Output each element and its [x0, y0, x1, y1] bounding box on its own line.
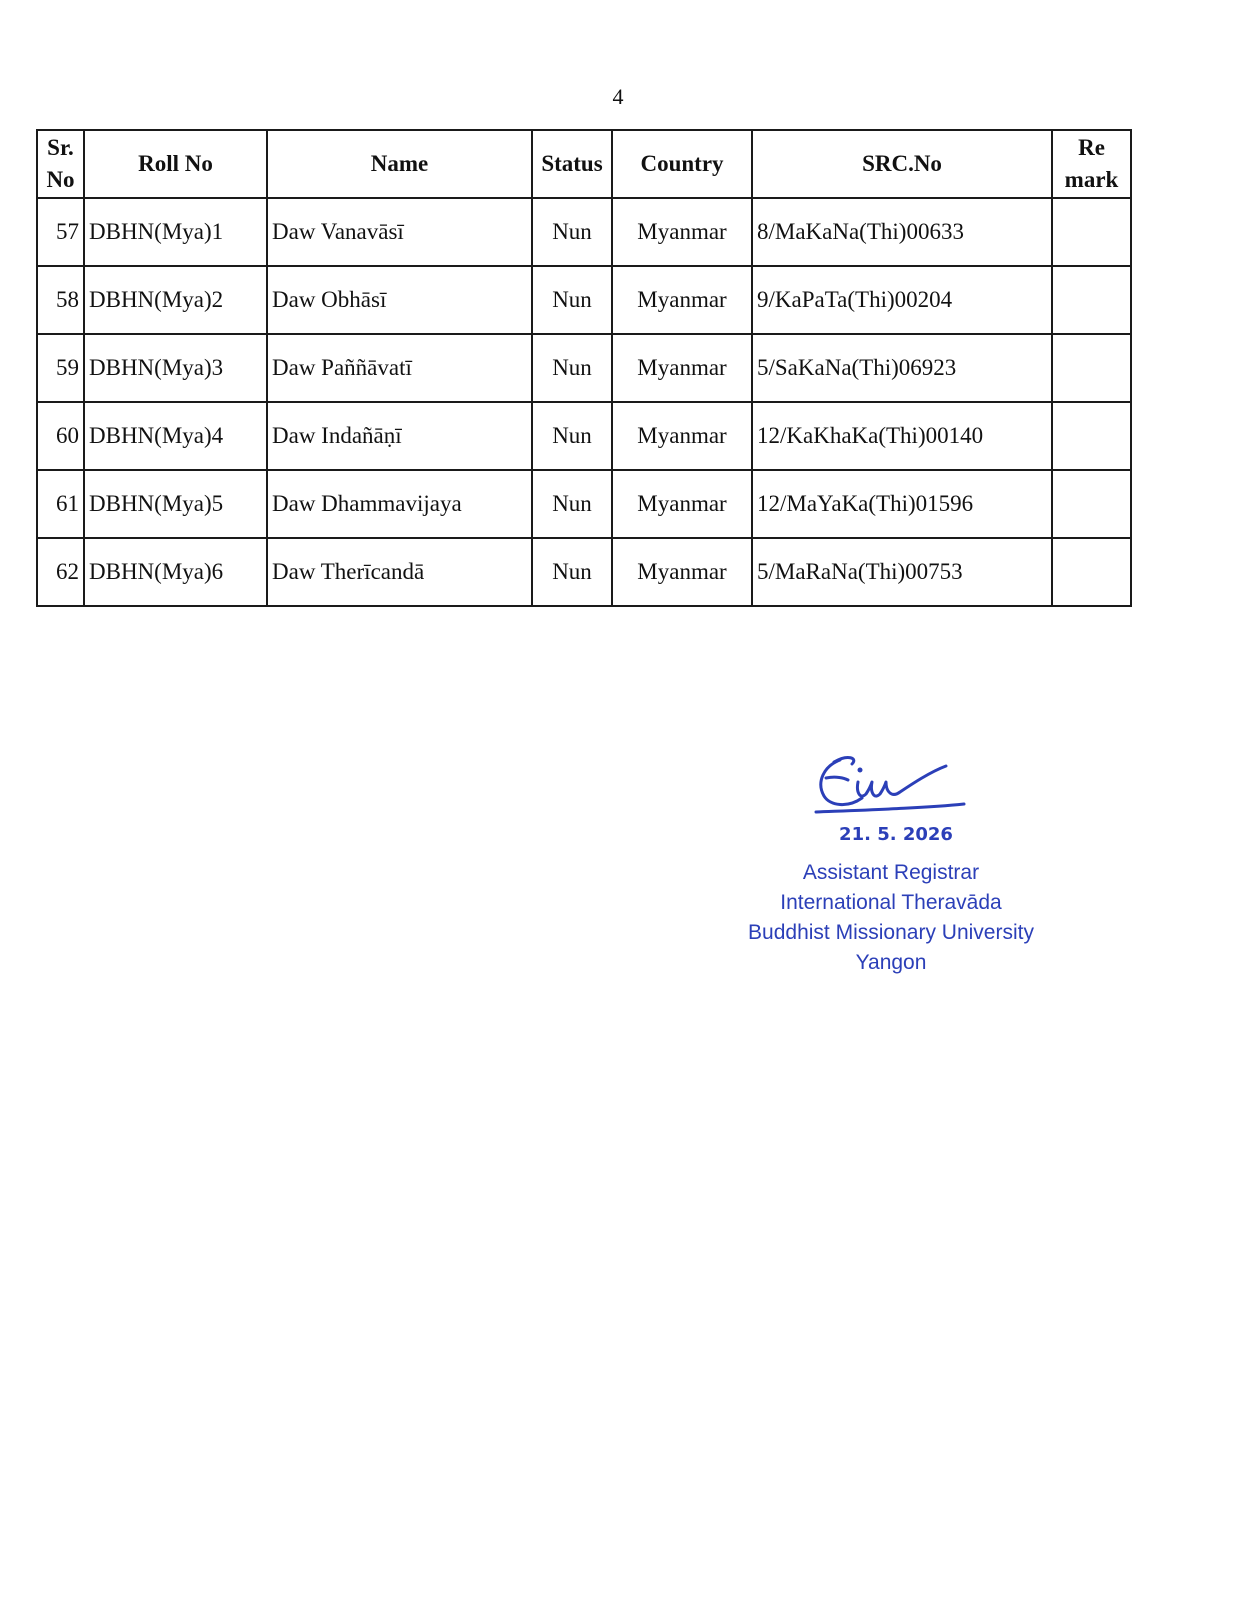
cell-country: Myanmar [612, 334, 752, 402]
cell-src-no: 8/MaKaNa(Thi)00633 [752, 198, 1052, 266]
cell-roll-no: DBHN(Mya)2 [84, 266, 267, 334]
signatory-title: Assistant Registrar [802, 861, 980, 884]
cell-status: Nun [532, 334, 612, 402]
cell-status: Nun [532, 538, 612, 606]
table-row [37, 198, 1131, 266]
header-status: Status [532, 130, 612, 198]
cell-remark [1052, 470, 1131, 538]
cell-src-no: 9/KaPaTa(Thi)00204 [752, 266, 1052, 334]
cell-sr-no: 60 [37, 402, 84, 470]
cell-name: Daw Paññāvatī [267, 334, 532, 402]
student-roll-table [36, 129, 1132, 607]
cell-remark [1052, 402, 1131, 470]
cell-sr-no: 61 [37, 470, 84, 538]
header-name: Name [267, 130, 532, 198]
table-row [37, 266, 1131, 334]
signature-date: 21. 5. 2026 [839, 824, 953, 845]
cell-sr-no: 59 [37, 334, 84, 402]
table-row [37, 470, 1131, 538]
university-name-line1: International Theravāda [780, 891, 1002, 914]
cell-country: Myanmar [612, 402, 752, 470]
cell-name: Daw Dhammavijaya [267, 470, 532, 538]
table-row [37, 538, 1131, 606]
cell-roll-no: DBHN(Mya)6 [84, 538, 267, 606]
cell-roll-no: DBHN(Mya)3 [84, 334, 267, 402]
cell-name: Daw Indañāṇī [267, 402, 532, 470]
header-roll-no: Roll No [84, 130, 267, 198]
table-header-row [37, 130, 1131, 198]
university-name-line2: Buddhist Missionary University [748, 921, 1034, 944]
cell-country: Myanmar [612, 538, 752, 606]
cell-src-no: 5/SaKaNa(Thi)06923 [752, 334, 1052, 402]
cell-status: Nun [532, 198, 612, 266]
header-remark: Re mark [1052, 130, 1131, 198]
cell-country: Myanmar [612, 198, 752, 266]
cell-sr-no: 58 [37, 266, 84, 334]
cell-sr-no: 57 [37, 198, 84, 266]
cell-remark [1052, 538, 1131, 606]
cell-country: Myanmar [612, 470, 752, 538]
cell-country: Myanmar [612, 266, 752, 334]
page-number: 4 [612, 84, 624, 109]
cell-roll-no: DBHN(Mya)4 [84, 402, 267, 470]
cell-remark [1052, 334, 1131, 402]
university-location: Yangon [855, 951, 927, 974]
cell-src-no: 12/MaYaKa(Thi)01596 [752, 470, 1052, 538]
handwritten-signature [796, 748, 986, 858]
cell-status: Nun [532, 266, 612, 334]
cell-sr-no: 62 [37, 538, 84, 606]
header-sr-no: Sr. No [37, 130, 84, 198]
table-row [37, 334, 1131, 402]
signature-block [736, 748, 1046, 978]
cell-name: Daw Vanavāsī [267, 198, 532, 266]
cell-roll-no: DBHN(Mya)1 [84, 198, 267, 266]
cell-remark [1052, 198, 1131, 266]
header-country: Country [612, 130, 752, 198]
cell-name: Daw Obhāsī [267, 266, 532, 334]
cell-remark [1052, 266, 1131, 334]
cell-src-no: 12/KaKhaKa(Thi)00140 [752, 402, 1052, 470]
cell-status: Nun [532, 402, 612, 470]
cell-status: Nun [532, 470, 612, 538]
header-src-no: SRC.No [752, 130, 1052, 198]
table-row [37, 402, 1131, 470]
cell-src-no: 5/MaRaNa(Thi)00753 [752, 538, 1052, 606]
cell-name: Daw Therīcandā [267, 538, 532, 606]
cell-roll-no: DBHN(Mya)5 [84, 470, 267, 538]
